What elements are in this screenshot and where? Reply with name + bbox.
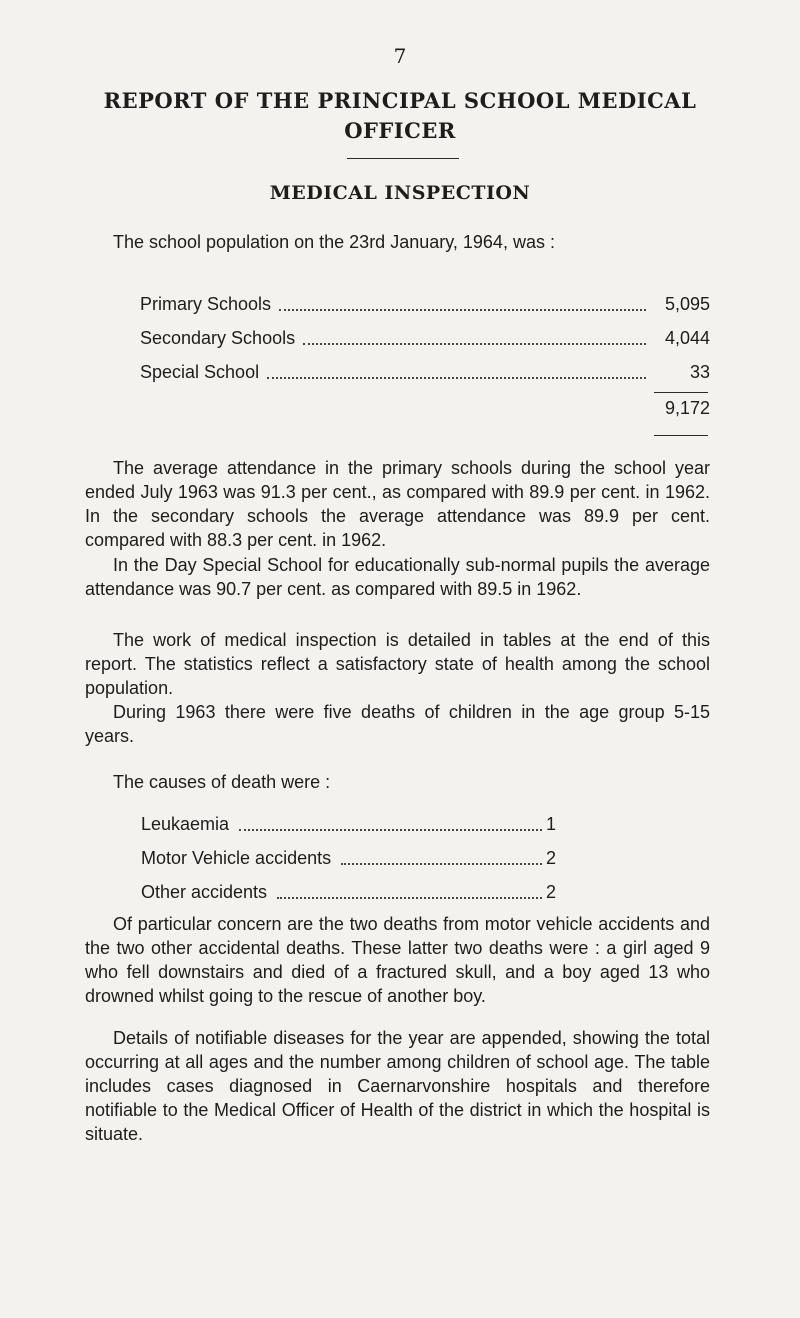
- cause-value: 1: [545, 813, 556, 834]
- notifiable-diseases-paragraph: Details of notifiable diseases for the year are appended, showing the total occurring at all ages and the number among children of school age. The table includes cases diagnosed in Caernarvonshire hospitals and therefore notifiable to the Medical Officer of Health of the district in which the hospital is situate.: [85, 1028, 710, 1144]
- dot-leader: [341, 863, 542, 865]
- dot-leader: [267, 377, 646, 379]
- population-value: 5,095: [664, 293, 710, 314]
- population-table: [140, 287, 710, 389]
- section-heading: MEDICAL INSPECTION: [269, 182, 531, 204]
- page-title: [60, 86, 740, 146]
- page-number: 7: [393, 44, 407, 68]
- cause-row-motor-vehicle: [141, 841, 556, 875]
- deaths-paragraph: During 1963 there were five deaths of children in the age group 5-15 years.: [85, 702, 710, 746]
- total-rule-bottom: [654, 435, 708, 436]
- title-divider: [347, 158, 459, 159]
- cause-row-other: [141, 875, 556, 909]
- dot-leader: [279, 309, 646, 311]
- population-label: Primary Schools: [140, 293, 272, 314]
- inspection-paragraph: The work of medical inspection is detailed in tables at the end of this report. The statistics reflect a satisfactory state of health among the school population.: [85, 630, 710, 698]
- page-title-line-2: OFFICER: [344, 118, 456, 143]
- population-value: 4,044: [664, 327, 710, 348]
- causes-intro: The causes of death were :: [113, 772, 331, 792]
- population-total: 9,172: [664, 398, 710, 418]
- causes-of-death-list: [141, 807, 556, 909]
- page-title-line-1: REPORT OF THE PRINCIPAL SCHOOL MEDICAL: [103, 88, 697, 113]
- population-label: Secondary Schools: [140, 327, 296, 348]
- dot-leader: [303, 343, 646, 345]
- population-label: Special School: [140, 361, 260, 382]
- cause-value: 2: [545, 847, 556, 868]
- cause-value: 2: [545, 881, 556, 902]
- population-row-special: [140, 355, 710, 389]
- population-row-secondary: [140, 321, 710, 355]
- total-rule-top: [654, 392, 708, 393]
- intro-text: The school population on the 23rd January, 1964, was :: [113, 232, 555, 252]
- cause-row-leukaemia: [141, 807, 556, 841]
- cause-label: Leukaemia: [141, 813, 230, 834]
- dot-leader: [277, 897, 542, 899]
- population-value: 33: [689, 361, 710, 382]
- concern-paragraph: Of particular concern are the two deaths from motor vehicle accidents and the two other accidental deaths. These latter two deaths were : a girl aged 9 who fell downstairs and died of a fractured skull, and a boy aged 13 who drowned whilst going to the rescue of another boy.: [85, 914, 710, 1006]
- population-row-primary: [140, 287, 710, 321]
- dot-leader: [239, 829, 542, 831]
- special-school-paragraph: In the Day Special School for educationally sub-normal pupils the average attendance was 90.7 per cent. as compared with 89.5 in 1962.: [85, 555, 710, 599]
- attendance-paragraph: The average attendance in the primary schools during the school year ended July 1963 was 91.3 per cent., as compared with 89.9 per cent. in 1962. In the secondary schools the average attendance was 89.9 per cent. compared with 88.3 per cent. in 1962.: [85, 458, 710, 550]
- cause-label: Other accidents: [141, 881, 268, 902]
- cause-label: Motor Vehicle accidents: [141, 847, 332, 868]
